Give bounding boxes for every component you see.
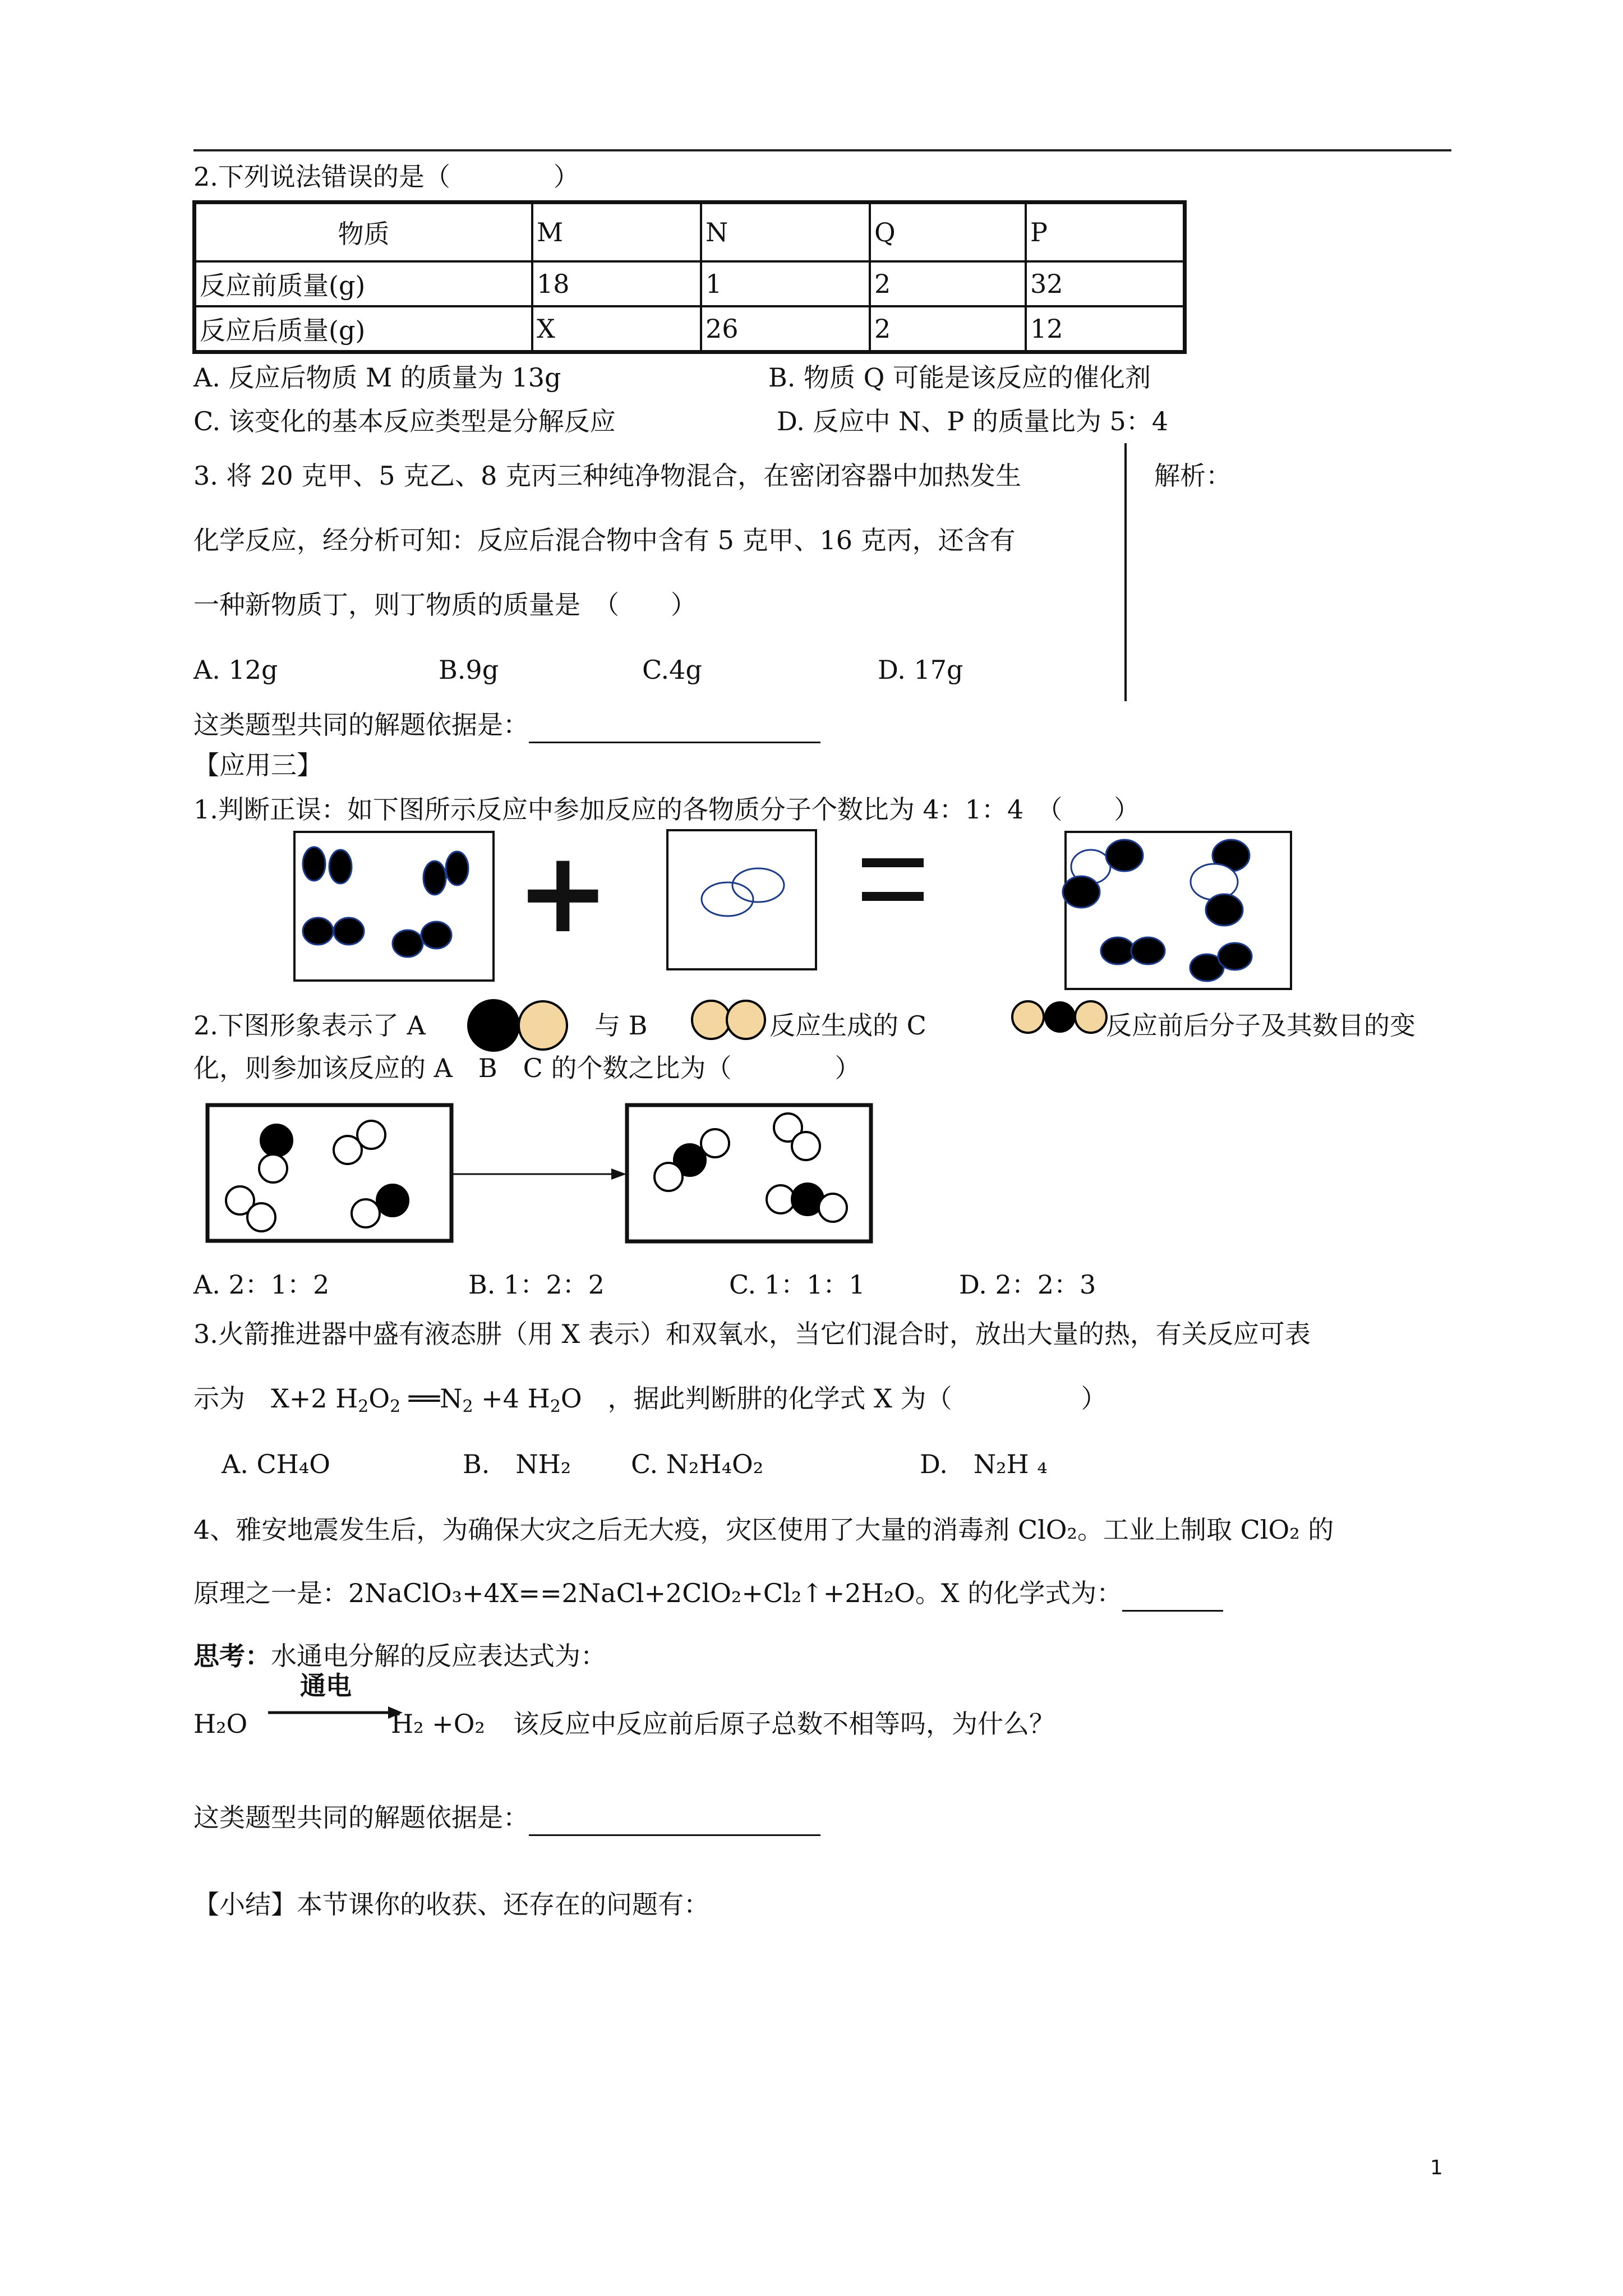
a3-option-a: A. CH₄O (222, 1449, 330, 1479)
a3-option-d: D. N₂H ₄ (920, 1449, 1048, 1479)
a1-text: 1.判断正误：如下图所示反应中参加反应的各物质分子个数比为 4：1：4 （ ） (193, 794, 1140, 825)
table-cell: 32 (1026, 261, 1185, 306)
q3-line1: 3. 将 20 克甲、5 克乙、8 克丙三种纯净物混合，在密闭容器中加热发生 (193, 461, 1022, 491)
basis-label: 这类题型共同的解题依据是： (193, 1802, 529, 1833)
table-cell: 反应前质量(g) (195, 261, 533, 306)
basis-label: 这类题型共同的解题依据是： (193, 710, 529, 740)
reaction-condition: 通电 (300, 1671, 352, 1701)
a2-option-b: B. 1：2：2 (468, 1269, 605, 1300)
table-cell: 反应后质量(g) (195, 306, 533, 352)
a2-part4: 反应前后分子及其数目的变 (1106, 1010, 1415, 1041)
q2-option-b: B. 物质 Q 可能是该反应的催化剂 (768, 362, 1151, 393)
a2-option-d: D. 2：2：3 (959, 1269, 1096, 1300)
table-header-substance: 物质 (195, 203, 533, 262)
table-cell: 1 (701, 261, 870, 306)
a3-option-b: B. NH₂ (463, 1449, 571, 1479)
eq-subscript: 2 (390, 1397, 401, 1416)
a2-line2: 化，则参加该反应的 A B C 的个数之比为（ ） (193, 1053, 861, 1083)
table-cell: 2 (870, 306, 1026, 352)
q2-option-d: D. 反应中 N、P 的质量比为 5：4 (777, 406, 1169, 436)
summary-heading: 【小结】本节课你的收获、还存在的问题有： (193, 1889, 709, 1920)
eq-part: 示为 X+2 H (193, 1383, 358, 1414)
eq-part: O ，据此判断肼的化学式 X 为（ ） (560, 1383, 1107, 1414)
think-text: 水通电分解的反应表达式为： (271, 1641, 606, 1671)
eq-subscript: 2 (462, 1397, 473, 1416)
section-heading: 【应用三】 (193, 750, 322, 780)
q3-line3: 一种新物质丁，则丁物质的质量是 （ ） (193, 590, 697, 620)
q2-option-a: A. 反应后物质 M 的质量为 13g (193, 362, 561, 393)
a4-line1: 4、雅安地震发生后，为确保大灾之后无大疫，灾区使用了大量的消毒剂 ClO₂。工业上制取 ClO₂ 的 (193, 1515, 1334, 1545)
a2-option-a: A. 2：1：2 (193, 1269, 330, 1300)
table-cell: 18 (532, 261, 701, 306)
a2-part1: 2.下图形象表示了 A (193, 1010, 426, 1041)
table-cell: 12 (1026, 306, 1185, 352)
basis-line-2 (193, 1801, 820, 1836)
q3-option-b: B.9g (439, 655, 499, 685)
reaction-products: H₂ +O₂ (391, 1709, 485, 1739)
a3-option-c: C. N₂H₄O₂ (631, 1449, 764, 1479)
a2-option-c: C. 1：1：1 (729, 1269, 865, 1300)
a2-part2: 与 B (594, 1010, 648, 1041)
eq-subscript: 2 (550, 1397, 561, 1416)
table-cell: 2 (870, 261, 1026, 306)
eq-part: +4 H (473, 1383, 550, 1414)
table-cell: 26 (701, 306, 870, 352)
q3-option-a: A. 12g (193, 655, 278, 685)
page-number: 1 (1430, 2156, 1443, 2179)
eq-part: ══N (400, 1383, 463, 1414)
q3-line2: 化学反应，经分析可知：反应后混合物中含有 5 克甲、16 克丙，还含有 (193, 525, 1016, 555)
q2-title: 2.下列说法错误的是（ ） (193, 162, 579, 192)
answer-blank[interactable] (529, 1801, 820, 1836)
q2-option-c: C. 该变化的基本反应类型是分解反应 (193, 406, 616, 436)
table-header-n: N (701, 203, 870, 262)
q3-analysis-label: 解析： (1154, 461, 1232, 491)
q3-option-c: C.4g (642, 655, 702, 685)
eq-part: O (368, 1383, 390, 1414)
think-label: 思考： (193, 1641, 271, 1671)
table-header-m: M (532, 203, 701, 262)
a3-line1: 3.火箭推进器中盛有液态肼（用 X 表示）和双氧水，当它们混合时，放出大量的热，有关反应可表 (193, 1319, 1311, 1349)
table-header-q: Q (870, 203, 1026, 262)
q3-option-d: D. 17g (878, 655, 963, 685)
think-question: 该反应中反应前后原子总数不相等吗，为什么？ (513, 1709, 1055, 1739)
a2-part3: 反应生成的 C (769, 1010, 926, 1041)
a4-line2: 原理之一是：2NaClO₃+4X==2NaCl+2ClO₂+Cl₂↑+2H₂O。X 的化学式为： (193, 1578, 1123, 1608)
table-header-p: P (1026, 203, 1185, 262)
reaction-reactant: H₂O (193, 1709, 248, 1739)
table-cell: X (532, 306, 701, 352)
svg-text:+: + (516, 827, 610, 958)
eq-subscript: 2 (358, 1397, 369, 1416)
